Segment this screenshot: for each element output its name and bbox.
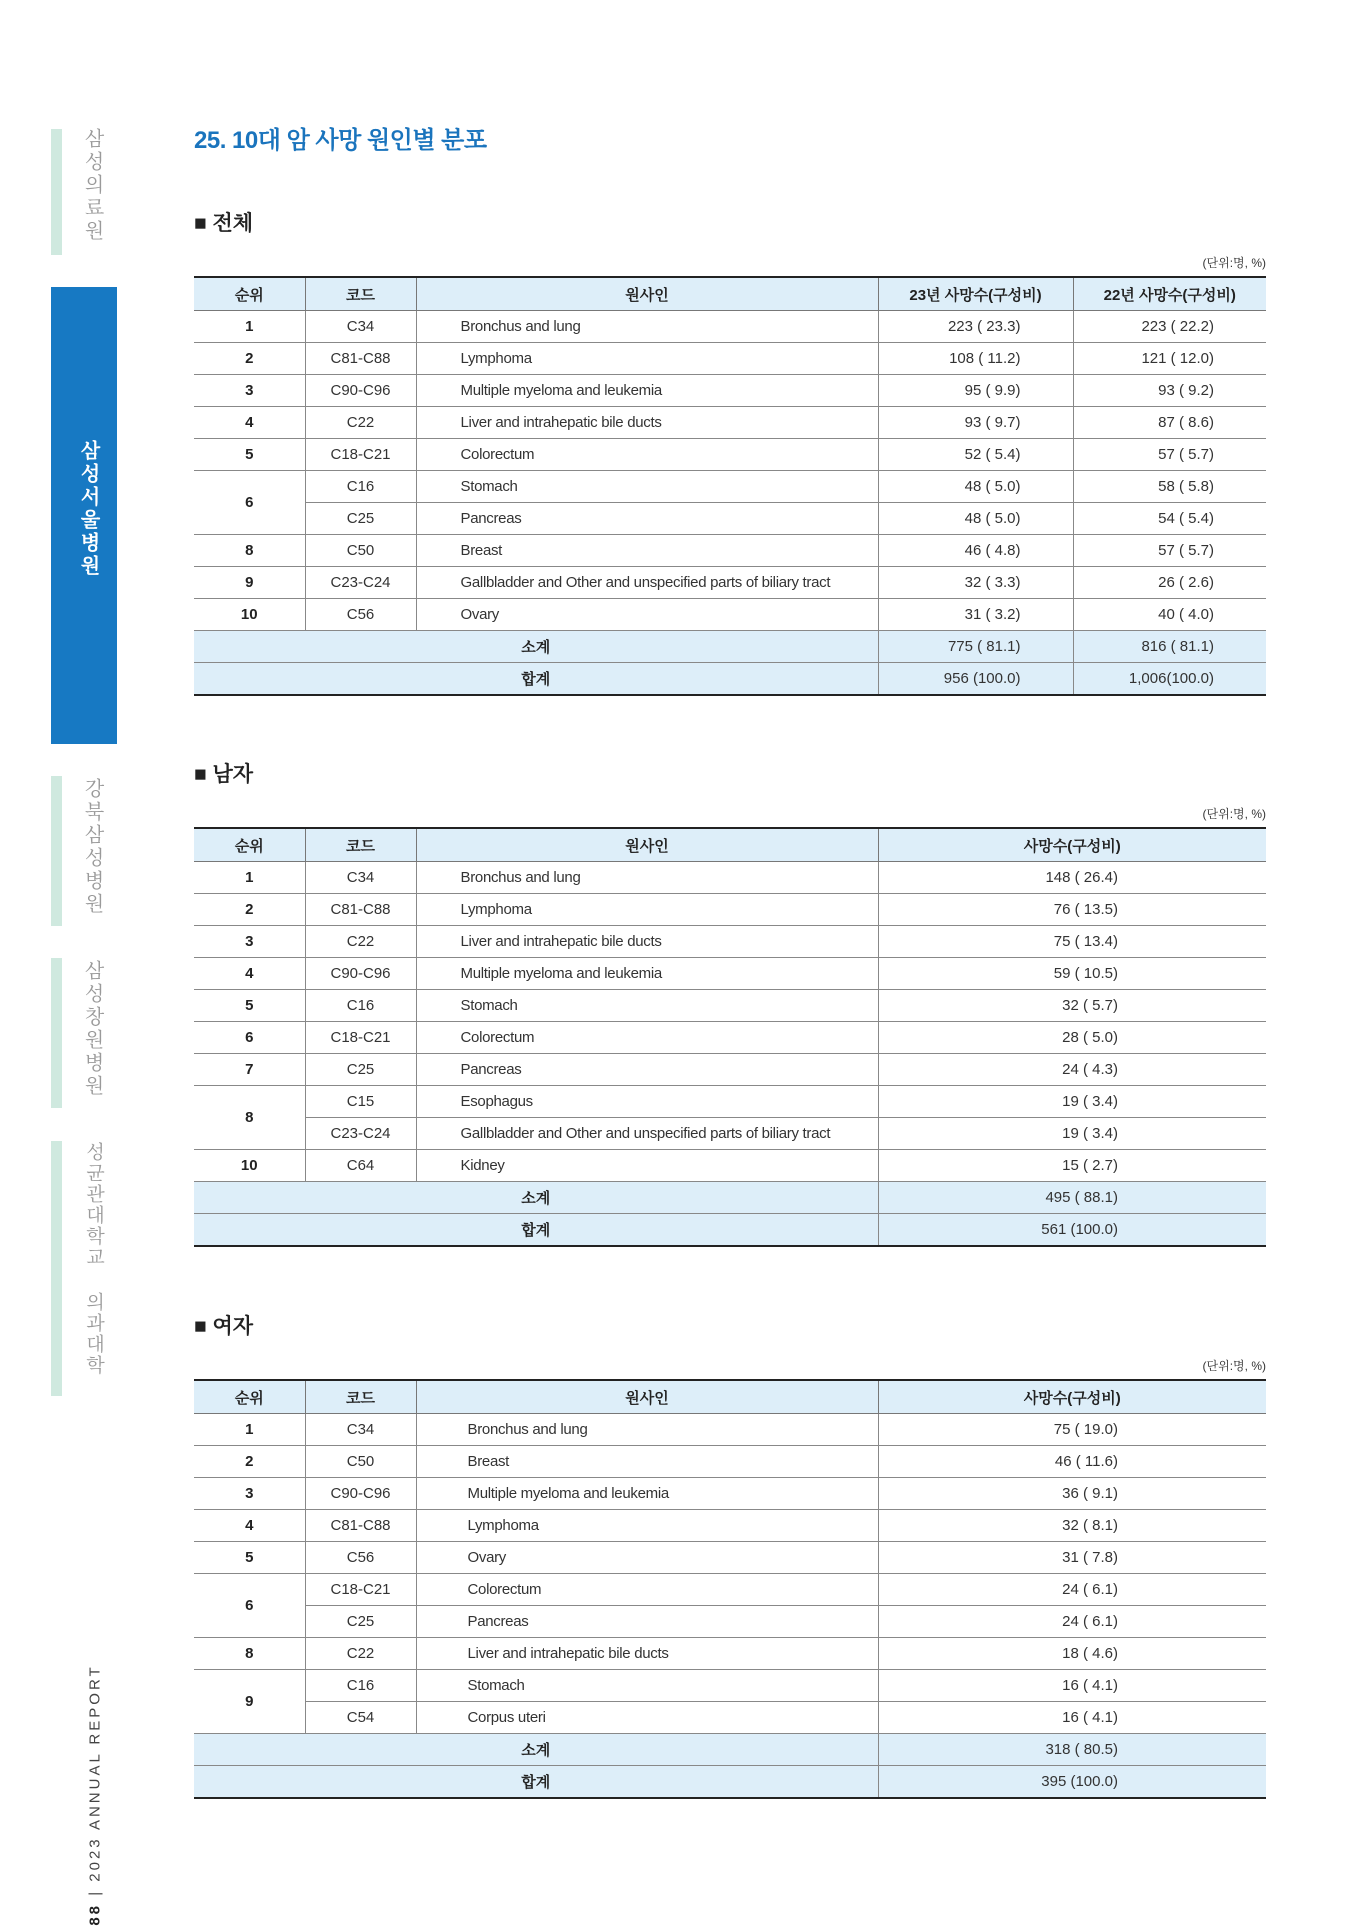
table-row [194, 1606, 1266, 1638]
value-cell: 57 ( 5.7) [1073, 439, 1266, 471]
value-cell: 31 ( 3.2) [878, 599, 1073, 631]
cause-cell: Stomach [416, 1670, 878, 1702]
code-cell: C34 [305, 311, 416, 343]
code-cell: C16 [305, 990, 416, 1022]
cause-cell: Liver and intrahepatic bile ducts [416, 407, 878, 439]
value-cell: 57 ( 5.7) [1073, 535, 1266, 567]
code-cell: C18-C21 [305, 1574, 416, 1606]
table-row [194, 1510, 1266, 1542]
value-cell: 76 ( 13.5) [878, 894, 1266, 926]
header-deaths-23: 23년 사망수(구성비) [878, 277, 1073, 311]
value-cell: 24 ( 4.3) [878, 1054, 1266, 1086]
unit-label-female: (단위:명, %) [1202, 1359, 1266, 1373]
table-row [194, 1022, 1266, 1054]
rank-cell: 3 [194, 375, 305, 407]
code-cell: C22 [305, 926, 416, 958]
code-cell: C54 [305, 1702, 416, 1734]
table-row [194, 1702, 1266, 1734]
table-row [194, 958, 1266, 990]
value-cell: 95 ( 9.9) [878, 375, 1073, 407]
rank-cell: 4 [194, 1510, 305, 1542]
code-cell: C81-C88 [305, 343, 416, 375]
code-cell: C16 [305, 471, 416, 503]
section-title-total: ■ 전체 [194, 212, 254, 235]
cause-cell: Pancreas [416, 1054, 878, 1086]
table-row [194, 1542, 1266, 1574]
rank-cell: 3 [194, 1478, 305, 1510]
subtotal-row [194, 1734, 1266, 1766]
table-row [194, 1414, 1266, 1446]
code-cell: C25 [305, 503, 416, 535]
page-number: 88 [86, 1902, 104, 1926]
code-cell: C56 [305, 599, 416, 631]
cause-cell: Gallbladder and Other and unspecified parts of biliary tract [416, 1118, 878, 1150]
rank-cell: 10 [194, 599, 305, 631]
subtotal-row [194, 631, 1266, 663]
value-cell: 775 ( 81.1) [878, 631, 1073, 663]
code-cell: C50 [305, 535, 416, 567]
rank-cell: 9 [194, 1670, 305, 1734]
rank-cell: 1 [194, 862, 305, 894]
value-cell: 24 ( 6.1) [878, 1606, 1266, 1638]
code-cell: C90-C96 [305, 1478, 416, 1510]
code-cell: C81-C88 [305, 894, 416, 926]
value-cell: 31 ( 7.8) [878, 1542, 1266, 1574]
cause-cell: Bronchus and lung [416, 1414, 878, 1446]
value-cell: 28 ( 5.0) [878, 1022, 1266, 1054]
value-cell: 223 ( 23.3) [878, 311, 1073, 343]
value-cell: 32 ( 5.7) [878, 990, 1266, 1022]
value-cell: 58 ( 5.8) [1073, 471, 1266, 503]
table-row [194, 1446, 1266, 1478]
value-cell: 318 ( 80.5) [878, 1734, 1266, 1766]
table-row [194, 894, 1266, 926]
cause-cell: Esophagus [416, 1086, 878, 1118]
rank-cell: 1 [194, 311, 305, 343]
code-cell: C64 [305, 1150, 416, 1182]
table-row [194, 1574, 1266, 1606]
value-cell: 24 ( 6.1) [878, 1574, 1266, 1606]
total-label: 합계 [194, 663, 878, 696]
code-cell: C25 [305, 1606, 416, 1638]
value-cell: 75 ( 19.0) [878, 1414, 1266, 1446]
table-row [194, 503, 1266, 535]
page-title: 25. 10대 암 사망 원인별 분포 [194, 127, 487, 154]
code-cell: C25 [305, 1054, 416, 1086]
total-row [194, 1766, 1266, 1799]
cause-cell: Liver and intrahepatic bile ducts [416, 1638, 878, 1670]
table-row [194, 1150, 1266, 1182]
value-cell: 19 ( 3.4) [878, 1118, 1266, 1150]
table-total [194, 276, 1266, 696]
code-cell: C81-C88 [305, 1510, 416, 1542]
value-cell: 87 ( 8.6) [1073, 407, 1266, 439]
section-title-female: ■ 여자 [194, 1315, 254, 1338]
rank-cell: 6 [194, 471, 305, 535]
rank-cell: 8 [194, 1086, 305, 1150]
cause-cell: Ovary [416, 599, 878, 631]
value-cell: 48 ( 5.0) [878, 503, 1073, 535]
value-cell: 59 ( 10.5) [878, 958, 1266, 990]
rank-cell: 5 [194, 439, 305, 471]
code-cell: C50 [305, 1446, 416, 1478]
cause-cell: Colorectum [416, 1574, 878, 1606]
rank-cell: 2 [194, 1446, 305, 1478]
value-cell: 75 ( 13.4) [878, 926, 1266, 958]
code-cell: C18-C21 [305, 1022, 416, 1054]
code-cell: C22 [305, 1638, 416, 1670]
code-cell: C34 [305, 862, 416, 894]
cause-cell: Gallbladder and Other and unspecified parts of biliary tract [416, 567, 878, 599]
code-cell: C15 [305, 1086, 416, 1118]
cause-cell: Lymphoma [416, 894, 878, 926]
table-header-row [194, 828, 1266, 862]
cause-cell: Stomach [416, 990, 878, 1022]
table-header-row [194, 1380, 1266, 1414]
rank-cell: 2 [194, 894, 305, 926]
sidebar-item-changwon[interactable]: 삼성창원병원 [81, 960, 105, 1098]
value-cell: 52 ( 5.4) [878, 439, 1073, 471]
table-header-row [194, 277, 1266, 311]
value-cell: 956 (100.0) [878, 663, 1073, 696]
table-row [194, 471, 1266, 503]
cause-cell: Bronchus and lung [416, 862, 878, 894]
header-rank: 순위 [194, 277, 305, 311]
sidebar-item-kangbuk[interactable]: 강북삼성병원 [81, 778, 105, 916]
code-cell: C22 [305, 407, 416, 439]
cause-cell: Multiple myeloma and leukemia [416, 375, 878, 407]
rank-cell: 10 [194, 1150, 305, 1182]
value-cell: 93 ( 9.7) [878, 407, 1073, 439]
code-cell: C90-C96 [305, 375, 416, 407]
header-cause: 원사인 [416, 828, 878, 862]
code-cell: C90-C96 [305, 958, 416, 990]
header-code: 코드 [305, 828, 416, 862]
value-cell: 495 ( 88.1) [878, 1182, 1266, 1214]
cause-cell: Colorectum [416, 439, 878, 471]
cause-cell: Bronchus and lung [416, 311, 878, 343]
sidebar-item-skku[interactable]: 성균관대학교 의과대학 [83, 1142, 105, 1376]
rank-cell: 2 [194, 343, 305, 375]
value-cell: 32 ( 3.3) [878, 567, 1073, 599]
rank-cell: 5 [194, 1542, 305, 1574]
value-cell: 54 ( 5.4) [1073, 503, 1266, 535]
cause-cell: Stomach [416, 471, 878, 503]
table-row [194, 407, 1266, 439]
table-row [194, 1086, 1266, 1118]
cause-cell: Corpus uteri [416, 1702, 878, 1734]
rank-cell: 5 [194, 990, 305, 1022]
rank-cell: 3 [194, 926, 305, 958]
value-cell: 93 ( 9.2) [1073, 375, 1266, 407]
value-cell: 561 (100.0) [878, 1214, 1266, 1247]
value-cell: 32 ( 8.1) [878, 1510, 1266, 1542]
cause-cell: Multiple myeloma and leukemia [416, 958, 878, 990]
total-row [194, 1214, 1266, 1247]
subtotal-label: 소계 [194, 631, 878, 663]
value-cell: 1,006(100.0) [1073, 663, 1266, 696]
header-code: 코드 [305, 277, 416, 311]
total-label: 합계 [194, 1766, 878, 1799]
footer [87, 1664, 104, 1925]
rank-cell: 4 [194, 407, 305, 439]
cause-cell: Kidney [416, 1150, 878, 1182]
table-row [194, 599, 1266, 631]
code-cell: C34 [305, 1414, 416, 1446]
value-cell: 46 ( 11.6) [878, 1446, 1266, 1478]
subtotal-label: 소계 [194, 1182, 878, 1214]
rank-cell: 8 [194, 535, 305, 567]
subtotal-row [194, 1182, 1266, 1214]
cause-cell: Breast [416, 535, 878, 567]
header-code: 코드 [305, 1380, 416, 1414]
section-title-male: ■ 남자 [194, 763, 254, 786]
rank-cell: 4 [194, 958, 305, 990]
value-cell: 19 ( 3.4) [878, 1086, 1266, 1118]
cause-cell: Lymphoma [416, 343, 878, 375]
code-cell: C56 [305, 1542, 416, 1574]
unit-label-total: (단위:명, %) [1202, 256, 1266, 270]
rank-cell: 7 [194, 1054, 305, 1086]
total-row [194, 663, 1266, 696]
table-row [194, 862, 1266, 894]
subtotal-label: 소계 [194, 1734, 878, 1766]
cause-cell: Multiple myeloma and leukemia [416, 1478, 878, 1510]
table-row [194, 1638, 1266, 1670]
code-cell: C23-C24 [305, 567, 416, 599]
cause-cell: Colorectum [416, 1022, 878, 1054]
value-cell: 46 ( 4.8) [878, 535, 1073, 567]
header-cause: 원사인 [416, 1380, 878, 1414]
table-row [194, 990, 1266, 1022]
header-deaths: 사망수(구성비) [878, 828, 1266, 862]
header-deaths: 사망수(구성비) [878, 1380, 1266, 1414]
value-cell: 108 ( 11.2) [878, 343, 1073, 375]
rank-cell: 6 [194, 1574, 305, 1638]
value-cell: 121 ( 12.0) [1073, 343, 1266, 375]
value-cell: 15 ( 2.7) [878, 1150, 1266, 1182]
table-row [194, 1054, 1266, 1086]
sidebar-marker-samsung-medical [51, 129, 62, 255]
sidebar-item-samsung-seoul[interactable]: 삼성서울병원 [77, 440, 101, 578]
value-cell: 395 (100.0) [878, 1766, 1266, 1799]
cause-cell: Lymphoma [416, 1510, 878, 1542]
rank-cell: 9 [194, 567, 305, 599]
cause-cell: Pancreas [416, 1606, 878, 1638]
report-name: | 2023 ANNUAL REPORT [86, 1664, 104, 1896]
header-rank: 순위 [194, 828, 305, 862]
table-row [194, 1670, 1266, 1702]
value-cell: 16 ( 4.1) [878, 1702, 1266, 1734]
sidebar-item-samsung-medical[interactable]: 삼성의료원 [81, 128, 105, 243]
code-cell: C18-C21 [305, 439, 416, 471]
header-cause: 원사인 [416, 277, 878, 311]
value-cell: 36 ( 9.1) [878, 1478, 1266, 1510]
cause-cell: Pancreas [416, 503, 878, 535]
value-cell: 26 ( 2.6) [1073, 567, 1266, 599]
sidebar-marker-kangbuk [51, 776, 62, 926]
table-row [194, 567, 1266, 599]
value-cell: 16 ( 4.1) [878, 1670, 1266, 1702]
sidebar-marker-skku [51, 1141, 62, 1396]
cause-cell: Ovary [416, 1542, 878, 1574]
header-rank: 순위 [194, 1380, 305, 1414]
sidebar-marker-changwon [51, 958, 62, 1108]
cause-cell: Liver and intrahepatic bile ducts [416, 926, 878, 958]
code-cell: C23-C24 [305, 1118, 416, 1150]
value-cell: 40 ( 4.0) [1073, 599, 1266, 631]
table-row [194, 375, 1266, 407]
value-cell: 223 ( 22.2) [1073, 311, 1266, 343]
rank-cell: 1 [194, 1414, 305, 1446]
table-row [194, 1478, 1266, 1510]
rank-cell: 6 [194, 1022, 305, 1054]
table-female [194, 1379, 1266, 1799]
value-cell: 18 ( 4.6) [878, 1638, 1266, 1670]
table-row [194, 439, 1266, 471]
cause-cell: Breast [416, 1446, 878, 1478]
table-row [194, 1118, 1266, 1150]
table-male [194, 827, 1266, 1247]
table-row [194, 311, 1266, 343]
header-deaths-22: 22년 사망수(구성비) [1073, 277, 1266, 311]
value-cell: 48 ( 5.0) [878, 471, 1073, 503]
code-cell: C16 [305, 1670, 416, 1702]
unit-label-male: (단위:명, %) [1202, 807, 1266, 821]
value-cell: 148 ( 26.4) [878, 862, 1266, 894]
table-row [194, 343, 1266, 375]
total-label: 합계 [194, 1214, 878, 1247]
rank-cell: 8 [194, 1638, 305, 1670]
table-row [194, 535, 1266, 567]
value-cell: 816 ( 81.1) [1073, 631, 1266, 663]
table-row [194, 926, 1266, 958]
